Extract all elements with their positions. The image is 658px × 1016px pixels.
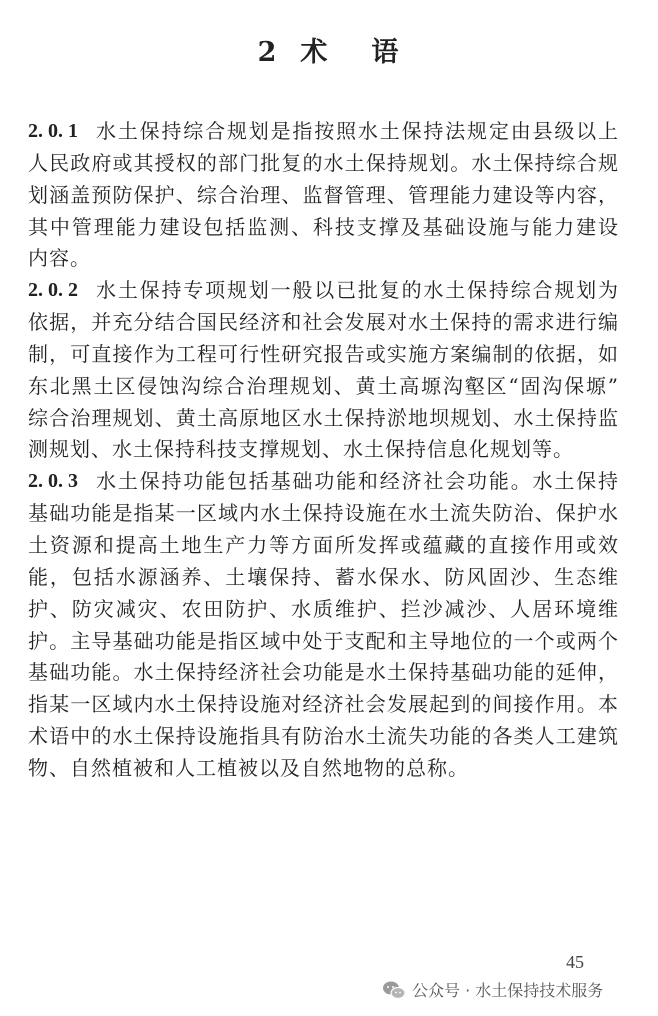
watermark bbox=[382, 978, 603, 1001]
text-line bbox=[28, 116, 618, 148]
clause-text: 护、防灾减灾、农田防护、水质维护、拦沙减沙、人居环境维 bbox=[28, 596, 618, 621]
text-line bbox=[28, 689, 618, 721]
chapter-title-char: 术 bbox=[300, 37, 330, 68]
chapter-number: 2 bbox=[257, 37, 279, 68]
text-line bbox=[28, 626, 618, 658]
text-line bbox=[28, 594, 618, 626]
text-line bbox=[28, 212, 618, 244]
text-line bbox=[28, 434, 618, 466]
text-line bbox=[28, 243, 618, 275]
text-line bbox=[28, 180, 618, 212]
text-line bbox=[28, 339, 618, 371]
clause-number: 2. 0. 1 bbox=[28, 120, 78, 142]
watermark-text: 公众号 · 水土保持技术服务 bbox=[412, 981, 604, 1000]
text-line bbox=[28, 530, 618, 562]
chapter-title-char: 语 bbox=[371, 37, 401, 68]
chapter-title bbox=[0, 30, 658, 69]
text-line bbox=[28, 371, 618, 403]
text-line bbox=[28, 307, 618, 339]
clause-text: 物、自然植被和人工植被以及自然地物的总称。 bbox=[28, 755, 469, 780]
text-line bbox=[28, 148, 618, 180]
clause-text: 水土保持综合规划是指按照水土保持法规定由县级以上 bbox=[96, 119, 618, 143]
clause-text: 依据，并充分结合国民经济和社会发展对水土保持的需求进行编 bbox=[28, 310, 618, 335]
clause-text: 术语中的水土保持设施指具有防治水土流失功能的各类人工建筑 bbox=[28, 724, 618, 749]
text-line bbox=[28, 498, 618, 530]
clause-text: 护。主导基础功能是指区域中处于支配和主导地位的一个或两个 bbox=[28, 628, 618, 653]
page-number: 45 bbox=[566, 952, 584, 972]
clause-text: 划涵盖预防保护、综合治理、监督管理、管理能力建设等内容， bbox=[28, 182, 618, 207]
clause-number: 2. 0. 3 bbox=[28, 470, 78, 493]
clause-text: 人民政府或其授权的部门批复的水土保持规划。水土保持综合规 bbox=[28, 150, 618, 175]
text-line bbox=[28, 466, 618, 498]
text-line bbox=[28, 753, 618, 785]
clause-text: 指某一区域内水土保持设施对经济社会发展起到的间接作用。本 bbox=[28, 692, 618, 717]
clause-text: 综合治理规划、黄土高原地区水土保持淤地坝规划、水土保持监 bbox=[28, 405, 618, 430]
document-body bbox=[28, 116, 618, 785]
clause-text: 土资源和提高土地生产力等方面所发挥或蕴藏的直接作用或效 bbox=[28, 532, 618, 557]
clause-text: 测规划、水土保持科技支撑规划、水土保持信息化规划等。 bbox=[28, 437, 574, 462]
text-line bbox=[28, 721, 618, 753]
clause-text: 东北黑土区侵蚀沟综合治理规划、黄土高塬沟壑区“固沟保塬” bbox=[28, 373, 618, 398]
clause-text: 制，可直接作为工程可行性研究报告或实施方案编制的依据，如 bbox=[28, 341, 618, 366]
text-line bbox=[28, 562, 618, 594]
clause-text: 水土保持专项规划一般以已批复的水土保持综合规划为 bbox=[96, 278, 618, 303]
clause-text: 基础功能是指某一区域内水土保持设施在水土流失防治、保护水 bbox=[28, 501, 618, 526]
clause-text: 内容。 bbox=[28, 246, 91, 271]
text-line bbox=[28, 275, 618, 307]
clause-text: 其中管理能力建设包括监测、科技支撑及基础设施与能力建设 bbox=[28, 214, 618, 239]
clause-text: 基础功能。水土保持经济社会功能是水土保持基础功能的延伸， bbox=[28, 660, 618, 685]
clause-text: 水土保持功能包括基础功能和经济社会功能。水土保持 bbox=[96, 469, 618, 494]
text-line bbox=[28, 657, 618, 689]
clause-text: 能，包括水源涵养、土壤保持、蓄水保水、防风固沙、生态维 bbox=[28, 564, 618, 589]
text-line bbox=[28, 403, 618, 435]
clause-number: 2. 0. 2 bbox=[28, 279, 78, 302]
wechat-icon bbox=[382, 980, 406, 1000]
